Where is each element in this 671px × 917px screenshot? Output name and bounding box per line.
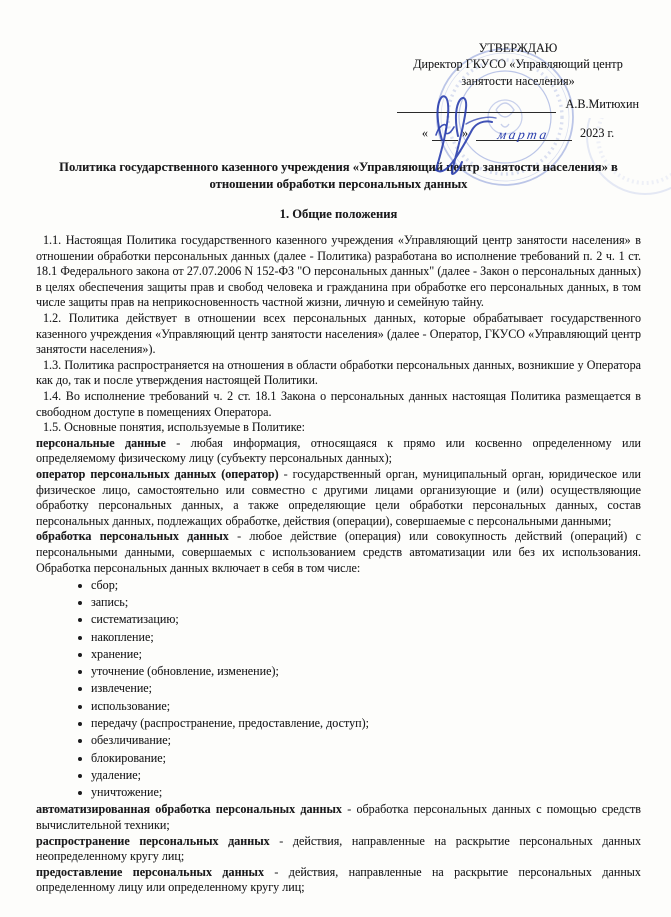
approval-label: УТВЕРЖДАЮ [478, 41, 558, 55]
definition-text: - любое действие (операция) или совокупность действий (операций) с персональными данными, совершаемых с использованием средств автоматизации или без их использования. Обработка персональных данных включает в себя в том числе: [36, 529, 641, 575]
paragraph-1-3: 1.3. Политика распространяется на отношения в области обработки персональных данных, возникшие у Оператора как до, так и после утверждения настоящей Политики. [36, 357, 641, 388]
definition-automated-processing [36, 802, 641, 833]
definition-term: оператор персональных данных (оператор) [36, 466, 279, 481]
signature-line [397, 98, 556, 113]
definition-personal-data [36, 436, 641, 467]
date-close-quote: » [461, 125, 469, 140]
definition-text: - обработка персональных данных с помощью средств вычислительной техники; [36, 802, 641, 833]
definition-provision [36, 865, 641, 896]
handwritten-month-line [476, 125, 572, 141]
processing-action-item: систематизацию; [78, 612, 641, 628]
definition-text: - действия, направленные на раскрытие персональных данных определенному лицу или определенному кругу лиц; [36, 864, 641, 895]
document-title: Политика государственного казенного учреждения «Управляющий центр занятости населения» в отношении обработки персональных данных [59, 160, 618, 192]
year-label: 2023 г. [580, 125, 615, 140]
definition-operator [36, 467, 641, 529]
section-heading: 1. Общие положения [279, 207, 398, 222]
processing-action-item: обезличивание; [78, 733, 641, 749]
definition-text: - любая информация, относящаяся к прямо или косвенно определенному или определяемому физическому лицу (субъекту персональных данных); [36, 435, 642, 466]
definition-text: - государственный орган, муниципальный орган, юридическое или физическое лицо, самостоятельно или совместно с другими лицами организующие и (или) осуществляющие обработку персональных данных, а также определяющие цели обработки персональных данных, состав персональных данных, подлежащих обработке, действия (операции), совершаемые с персональными данными; [36, 466, 641, 528]
handwritten-day [432, 125, 458, 141]
processing-action-item: блокирование; [78, 751, 641, 767]
definition-term: предоставление персональных данных [36, 864, 264, 879]
definition-processing [36, 529, 641, 576]
definition-term: автоматизированная обработка персональных данных [36, 802, 342, 817]
paragraph-1-4: 1.4. Во исполнение требований ч. 2 ст. 18.1 Закона о персональных данных настоящая Политика размещается в свободном доступе в помещениях Оператора. [36, 388, 641, 419]
definition-term: распространение персональных данных [36, 833, 270, 848]
processing-actions-list [36, 578, 641, 801]
processing-action-item: хранение; [78, 647, 641, 663]
signature-row [397, 96, 639, 112]
document-body [36, 233, 641, 896]
processing-action-item: передачу (распространение, предоставление, доступ); [78, 716, 641, 732]
approval-date-row [397, 125, 639, 141]
definition-term: обработка персональных данных [36, 529, 229, 544]
handwritten-day-scribble-icon [433, 121, 457, 139]
definition-dissemination [36, 834, 641, 865]
paragraph-1-5: 1.5. Основные понятия, используемые в Политике: [43, 420, 306, 435]
definition-term: персональные данные [36, 435, 166, 450]
paragraph-1-1: 1.1. Настоящая Политика государственного казенного учреждения «Управляющий центр занятости населения» в отношении обработки персональных данных (далее - Политика) разработана во исполнение требований п. 2 ч. 1 ст. 18.1 Федерального закона от 27.07.2006 N 152-ФЗ "О персональных данных" (далее - Закон о персональных данных) в целях обеспечения защиты прав и свобод человека и гражданина при обработке его персональных данных, в том числе защиты прав на неприкосновенность частной жизни, личную и семейную тайну. [36, 233, 641, 310]
processing-action-item: накопление; [78, 630, 641, 646]
processing-action-item: уничтожение; [78, 785, 641, 801]
processing-action-item: извлечение; [78, 681, 641, 697]
processing-action-item: уточнение (обновление, изменение); [78, 664, 641, 680]
processing-action-item: удаление; [78, 768, 641, 784]
processing-action-item: запись; [78, 595, 641, 611]
approver-name: А.В.Митюхин [565, 97, 639, 112]
approval-block [397, 40, 639, 141]
processing-action-item: сбор; [78, 578, 641, 594]
definition-text: - действия, направленные на раскрытие персональных данных неопределенному кругу лиц; [36, 833, 641, 864]
paragraph-1-2: 1.2. Политика действует в отношении всех персональных данных, которые обрабатывает государственного казенного учреждения «Управляющий центр занятости населения» (далее - Оператор, ГКУСО «Управляющий центр занятости населения»). [36, 311, 641, 357]
approver-title: Директор ГКУСО «Управляющий центр занятости населения» [413, 57, 623, 88]
processing-action-item: использование; [78, 699, 641, 715]
handwritten-month: марта [496, 127, 551, 143]
date-open-quote: « [421, 125, 428, 140]
